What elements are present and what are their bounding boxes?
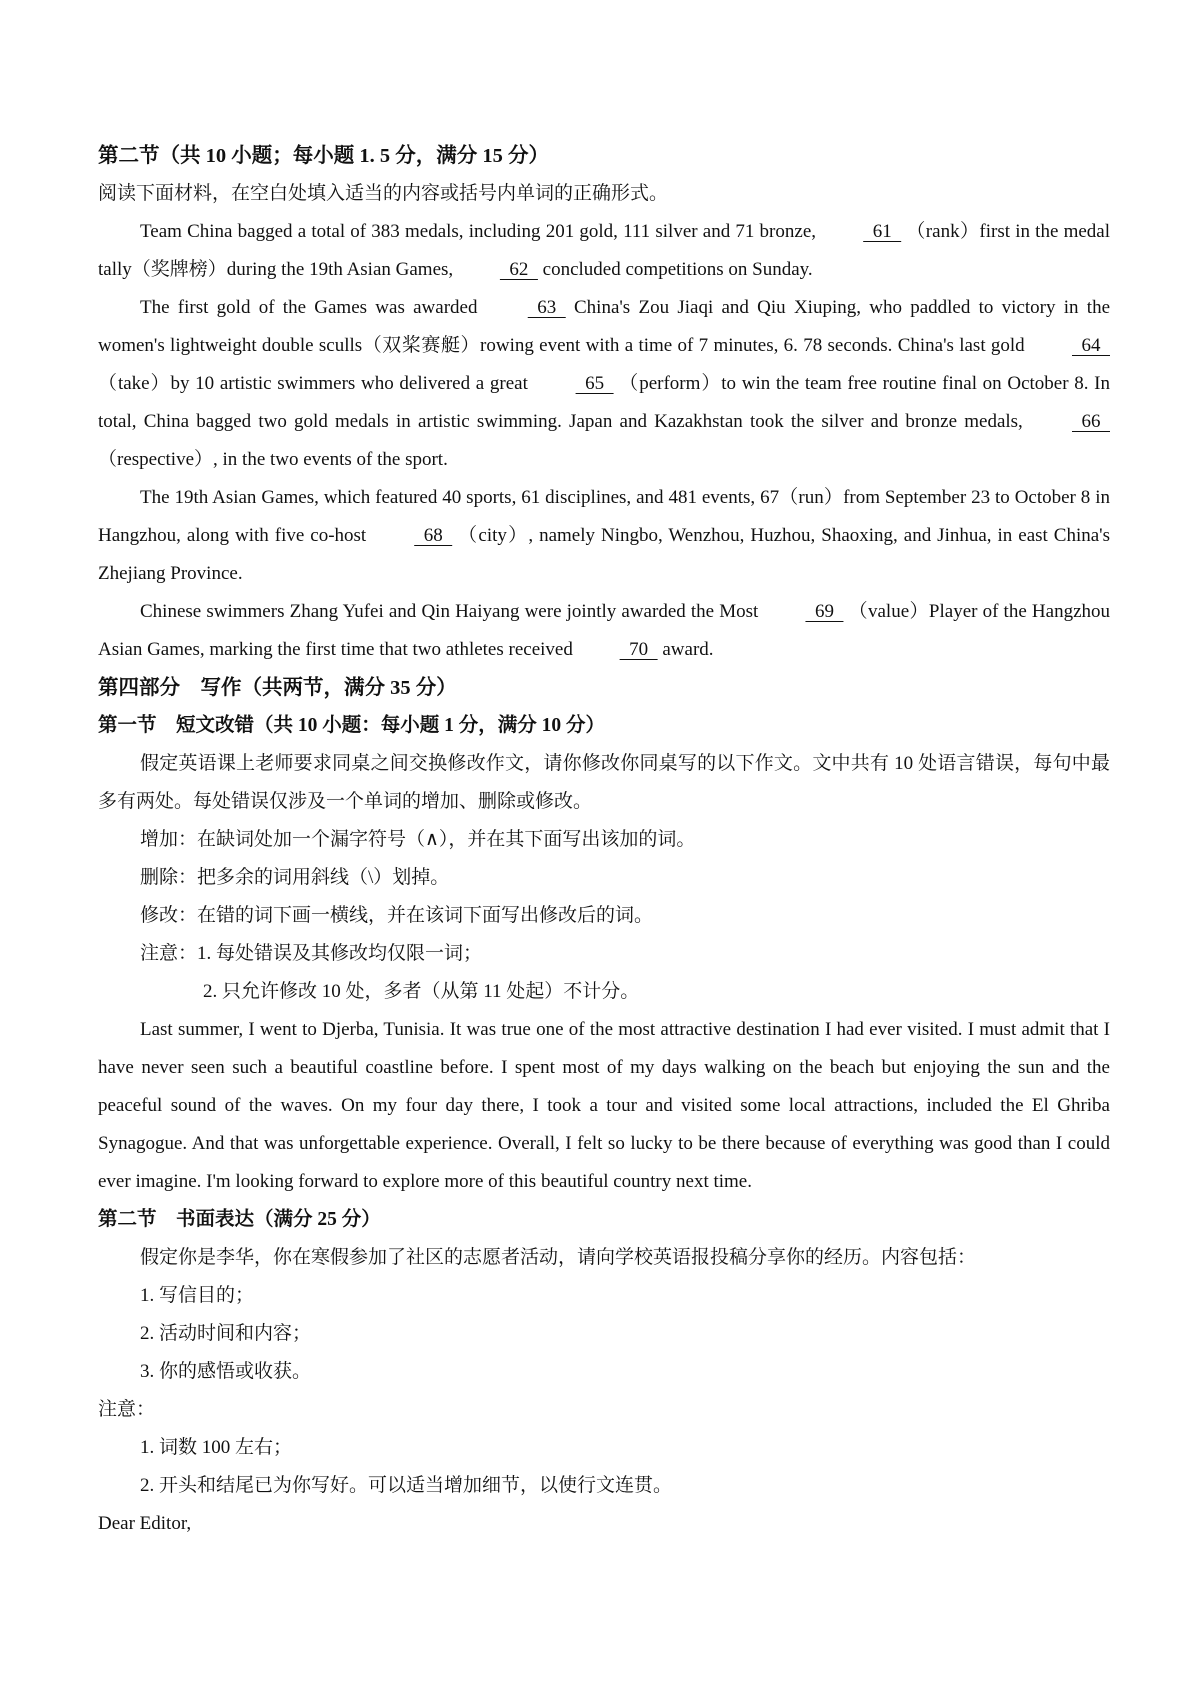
passage-paragraph-2 <box>98 289 1110 479</box>
text: （value）Player of the Hangzhou Asian Games, marking the first time that two athletes received <box>98 601 1110 660</box>
part4-sec1-intro: 假定英语课上老师要求同桌之间交换修改作文，请你修改你同桌写的以下作文。文中共有 10 处语言错误，每句中最多有两处。每处错误仅涉及一个单词的增加、删除或修改。 <box>98 753 1110 812</box>
blank-66[interactable]: 66 <box>1072 411 1110 432</box>
passage-paragraph-4 <box>98 593 1110 669</box>
content-item-1: 1. 写信目的； <box>140 1285 255 1306</box>
rule-note-2: 2. 只允许修改 10 处，多者（从第 11 处起）不计分。 <box>203 981 640 1002</box>
passage-paragraph-1 <box>98 213 1110 289</box>
text: （rank）first in the medal tally（奖牌榜）during the 19th Asian Games, <box>98 221 1111 280</box>
blank-65[interactable]: 65 <box>575 373 614 394</box>
text: （perform）to win the team free routine final on October 8. In total, China bagged two gold medals in artistic swimming. Japan and Kazakhstan took the silver and bronze medals, <box>98 373 1110 432</box>
text: award. <box>657 639 714 660</box>
blank-63[interactable]: 63 <box>527 297 566 318</box>
rule-note-1: 注意：1. 每处错误及其修改均仅限一词； <box>140 943 483 964</box>
section2-instruction: 阅读下面材料，在空白处填入适当的内容或括号内单词的正确形式。 <box>98 183 669 204</box>
blank-62[interactable]: 62 <box>499 259 538 280</box>
essay-text: Last summer, I went to Djerba, Tunisia. It was true one of the most attractive destination I had ever visited. I must admit that I have never seen such a beautiful coastline before. I spent most of my days walking on the beach but enjoying the sun and the peaceful sound of the waves. On my four day there, I took a tour and visited some local attractions, included the El Ghriba Synagogue. And that was unforgettable experience. Overall, I felt so lucky to be there because of everything was good than I could ever imagine. I'm looking forward to explore more of this beautiful country next time. <box>98 1019 1110 1192</box>
part4-sec1-heading: 第一节 短文改错（共 10 小题：每小题 1 分，满分 10 分） <box>98 715 606 736</box>
text: （city）, namely Ningbo, Wenzhou, Huzhou, Shaoxing, and Jinhua, in east China's Zhejiang Province. <box>98 525 1110 584</box>
text: （respective）, in the two events of the sport. <box>98 449 448 470</box>
blank-61[interactable]: 61 <box>863 221 902 242</box>
note-item-2: 2. 开头和结尾已为你写好。可以适当增加细节，以使行文连贯。 <box>140 1475 673 1496</box>
rule-modify: 修改：在错的词下画一横线，并在该词下面写出修改后的词。 <box>140 905 654 926</box>
rule-delete: 删除：把多余的词用斜线（\）划掉。 <box>140 867 450 888</box>
blank-64[interactable]: 64 <box>1072 335 1110 356</box>
passage-paragraph-3 <box>98 479 1110 593</box>
blank-68[interactable]: 68 <box>414 525 453 546</box>
rule-add: 增加：在缺词处加一个漏字符号（∧），并在其下面写出该加的词。 <box>140 829 696 850</box>
exam-page <box>98 137 1110 1543</box>
letter-salutation: Dear Editor, <box>98 1513 192 1534</box>
content-item-2: 2. 活动时间和内容； <box>140 1323 312 1344</box>
content-item-3: 3. 你的感悟或收获。 <box>140 1361 312 1382</box>
part4-sec2-intro: 假定你是李华，你在寒假参加了社区的志愿者活动，请向学校英语报投稿分享你的经历。内容包括： <box>140 1247 977 1268</box>
text: The 19th Asian Games, which featured 40 sports, 61 disciplines, and 481 events, 67（run）from September 23 to October 8 in Hangzhou, along with five co-host <box>98 487 1110 546</box>
text: （take）by 10 artistic swimmers who delivered a great <box>98 373 534 394</box>
text: China's Zou Jiaqi and Qiu Xiuping, who paddled to victory in the women's lightweight double sculls（双桨赛艇）rowing event with a time of 7 minutes, 6. 78 seconds. China's last gold <box>98 297 1111 356</box>
note-item-1: 1. 词数 100 左右； <box>140 1437 293 1458</box>
text: concluded competitions on Sunday. <box>537 259 813 280</box>
part4-sec2-heading: 第二节 书面表达（满分 25 分） <box>98 1209 381 1230</box>
part4-heading: 第四部分 写作（共两节，满分 35 分） <box>98 677 457 699</box>
text: Chinese swimmers Zhang Yufei and Qin Haiyang were jointly awarded the Most <box>140 601 764 622</box>
section2-heading: 第二节（共 10 小题；每小题 1. 5 分，满分 15 分） <box>98 145 549 167</box>
blank-69[interactable]: 69 <box>805 601 844 622</box>
note-label: 注意： <box>98 1399 156 1420</box>
text: The first gold of the Games was awarded <box>140 297 486 318</box>
blank-70[interactable]: 70 <box>619 639 658 660</box>
text: Team China bagged a total of 383 medals, including 201 gold, 111 silver and 71 bronze, <box>140 221 822 242</box>
